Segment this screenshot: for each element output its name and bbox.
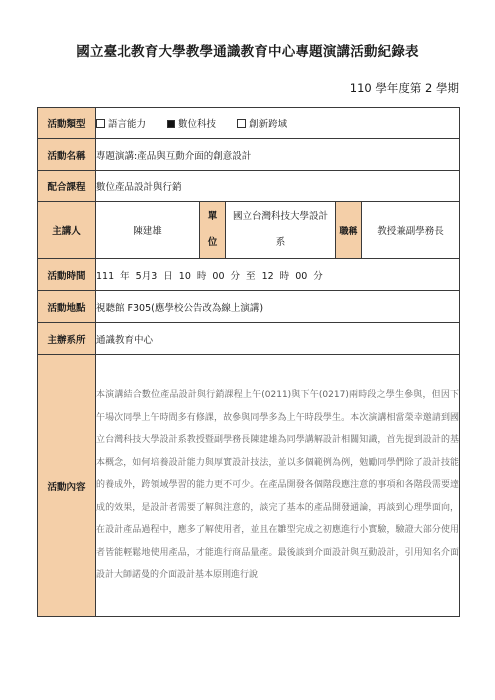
row-content (38, 355, 460, 617)
course-label: 配合課程 (38, 171, 96, 202)
position-value: 教授兼副學務長 (362, 202, 460, 259)
activity-type-label: 活動類型 (38, 108, 96, 139)
option-digital-tech[interactable]: 數位科技 (167, 119, 216, 130)
activity-type-options (96, 108, 460, 139)
option-language[interactable]: 語言能力 (96, 119, 146, 130)
academic-term: 110 學年度第 2 學期 (349, 81, 459, 95)
checkbox-unchecked-icon[interactable] (237, 119, 246, 128)
page-title: 國立臺北教育大學教學通識教育中心專題演講活動紀錄表 (76, 44, 419, 60)
activity-name-label: 活動名稱 (38, 139, 96, 171)
organizer-label: 主辦系所 (38, 323, 96, 355)
checkbox-checked-icon[interactable] (167, 120, 175, 128)
row-activity-name (38, 139, 460, 171)
row-location (38, 291, 460, 323)
row-organizer (38, 323, 460, 355)
time-label: 活動時間 (38, 259, 96, 291)
row-time (38, 259, 460, 291)
row-activity-type (38, 108, 460, 139)
record-form-table (37, 107, 460, 617)
checkbox-unchecked-icon[interactable] (96, 119, 105, 128)
activity-name-value: 專題演講:產品與互動介面的創意設計 (96, 139, 460, 171)
option-innovation[interactable]: 創新跨域 (237, 119, 287, 130)
time-value: 111 年 5月3 日 10 時 00 分 至 12 時 00 分 (96, 259, 460, 291)
location-value: 視聽館 F305(應學校公告改為線上演講) (96, 291, 460, 323)
speaker-name: 陳建雄 (96, 202, 200, 259)
row-speaker (38, 202, 460, 259)
position-label: 職稱 (336, 202, 362, 259)
content-label: 活動內容 (38, 355, 96, 617)
row-course (38, 171, 460, 202)
speaker-label: 主講人 (38, 202, 96, 259)
organizer-value: 通識教育中心 (96, 323, 460, 355)
location-label: 活動地點 (38, 291, 96, 323)
course-value: 數位產品設計與行銷 (96, 171, 460, 202)
unit-label: 單 位 (200, 202, 226, 259)
content-text: 本演講結合數位產品設計與行銷課程上午(0211)與下午(0217)兩時段之學生參與，但因下午場次同學上午時間多有修課，故參與同學多為上午時段學生。本次演講相當榮幸邀請到國立台灣科技大學設計系教授暨副學務長陳建雄為同學講解設計相關知識，首先提到設計的基本概念，如何培養設計能力與厚實設計技法，並以多個範例為例，勉勵同學們除了設計技能的養成外，跨領域學習的能力更不可少。在產品開發各個階段應注意的事項和各階段需要達成的效果，是設計者需要了解與注意的，談完了基本的產品開發通論，再談到心理學面向，在設計產品過程中，應多了解使用者，並且在雛型完成之初應進行小實驗，驗證大部分使用者皆能輕鬆地使用產品，才能進行商品量產。最後談到介面設計與互動設計，引用知名介面設計大師諾曼的介面設計基本原則進行說 (96, 355, 460, 617)
unit-value: 國立台灣科技大學設計系 (226, 202, 336, 259)
